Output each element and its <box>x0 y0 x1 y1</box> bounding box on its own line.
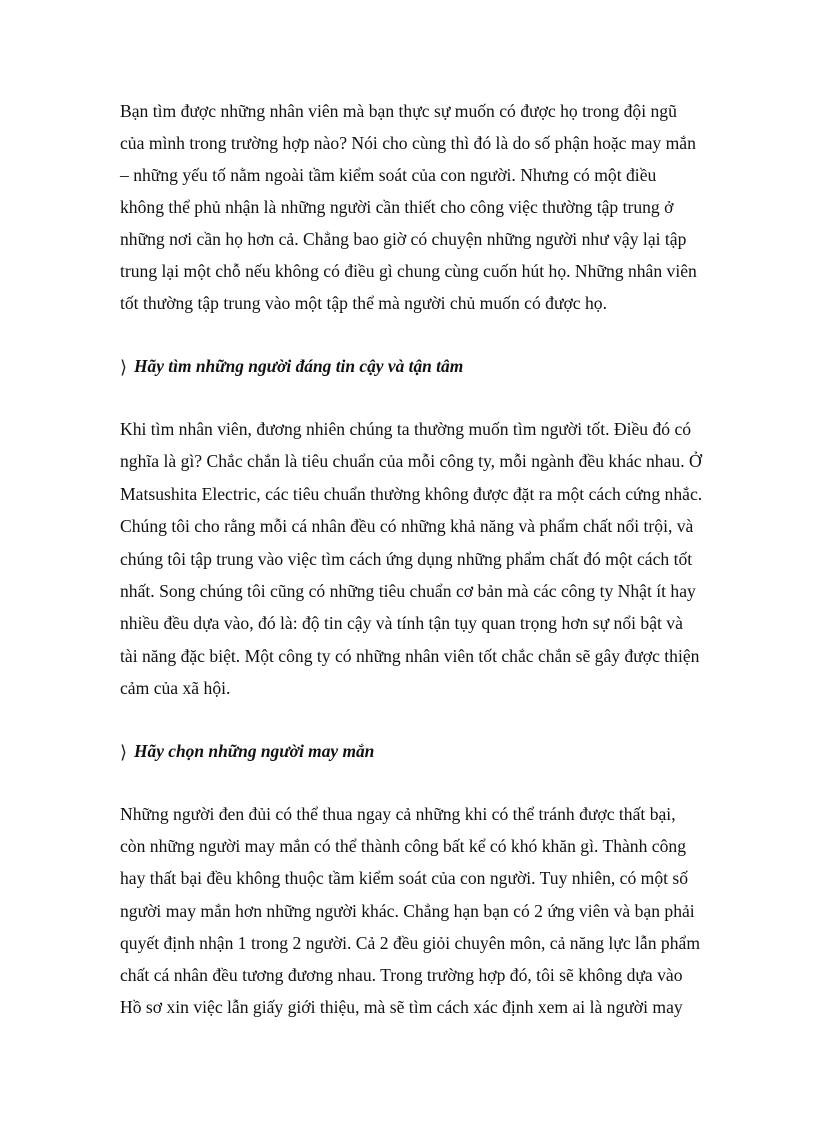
paragraph-2-line: chúng tôi tập trung vào việc tìm cách ứng dụng những phẩm chất đó một cách tốt <box>120 549 693 569</box>
section-heading-text: Hãy chọn những người may mắn <box>134 741 375 762</box>
heading-bullet-icon: ⟩ <box>120 357 128 377</box>
paragraph-2-line: Matsushita Electric, các tiêu chuẩn thường không được đặt ra một cách cứng nhắc. <box>120 484 703 504</box>
paragraph-2-line: nhất. Song chúng tôi cũng có những tiêu chuẩn cơ bản mà các công ty Nhật ít hay <box>120 581 696 601</box>
paragraph-3-line: người may mắn hơn những người khác. Chẳng hạn bạn có 2 ứng viên và bạn phải <box>120 901 695 921</box>
paragraph-3-line: hay thất bại đều không thuộc tầm kiểm soát của con người. Tuy nhiên, có một số <box>120 868 689 888</box>
paragraph-2-line: nghĩa là gì? Chắc chắn là tiêu chuẩn của mỗi công ty, mỗi ngành đều khác nhau. Ở <box>120 451 702 471</box>
paragraph-3-line: còn những người may mắn có thể thành công bất kể có khó khăn gì. Thành công <box>120 836 686 856</box>
paragraph-2-line: Khi tìm nhân viên, đương nhiên chúng ta thường muốn tìm người tốt. Điều đó có <box>120 419 692 439</box>
paragraph-1-line: tốt thường tập trung vào một tập thể mà người chủ muốn có được họ. <box>120 293 607 313</box>
paragraph-2-line: cảm của xã hội. <box>120 678 231 698</box>
paragraph-3-line: quyết định nhận 1 trong 2 người. Cả 2 đều giỏi chuyên môn, cả năng lực lẫn phẩm <box>120 933 701 953</box>
paragraph-1-line: – những yếu tố nằm ngoài tầm kiểm soát của con người. Nhưng có một điều <box>120 165 657 185</box>
paragraph-3-line: Hồ sơ xin việc lẫn giấy giới thiệu, mà sẽ tìm cách xác định xem ai là người may <box>120 997 683 1017</box>
paragraph-2-line: Chúng tôi cho rằng mỗi cá nhân đều có những khả năng và phẩm chất nổi trội, và <box>120 516 694 536</box>
paragraph-2-line: tài năng đặc biệt. Một công ty có những nhân viên tốt chắc chắn sẽ gây được thiện <box>120 646 700 666</box>
section-heading-lucky <box>120 743 374 761</box>
paragraph-3-line: Những người đen đủi có thể thua ngay cả những khi có thể tránh được thất bại, <box>120 804 676 824</box>
heading-bullet-icon: ⟩ <box>120 742 128 762</box>
paragraph-1-line: những nơi cần họ hơn cả. Chẳng bao giờ có chuyện những người như vậy lại tập <box>120 229 687 249</box>
paragraph-1-line: Bạn tìm được những nhân viên mà bạn thực sự muốn có được họ trong đội ngũ <box>120 101 677 121</box>
paragraph-1-line: của mình trong trường hợp nào? Nói cho cùng thì đó là do số phận hoặc may mắn <box>120 133 696 153</box>
paragraph-2-line: nhiều đều dựa vào, đó là: độ tin cậy và tính tận tụy quan trọng hơn sự nổi bật và <box>120 613 683 633</box>
section-heading-trustworthy <box>120 358 463 376</box>
paragraph-1-line: trung lại một chỗ nếu không có điều gì chung cùng cuốn hút họ. Những nhân viên <box>120 261 697 281</box>
section-heading-text: Hãy tìm những người đáng tin cậy và tận tâm <box>134 356 464 377</box>
paragraph-1-line: không thể phủ nhận là những người cần thiết cho công việc thường tập trung ở <box>120 197 674 217</box>
paragraph-3-line: chất cá nhân đều tương đương nhau. Trong trường hợp đó, tôi sẽ không dựa vào <box>120 965 683 985</box>
